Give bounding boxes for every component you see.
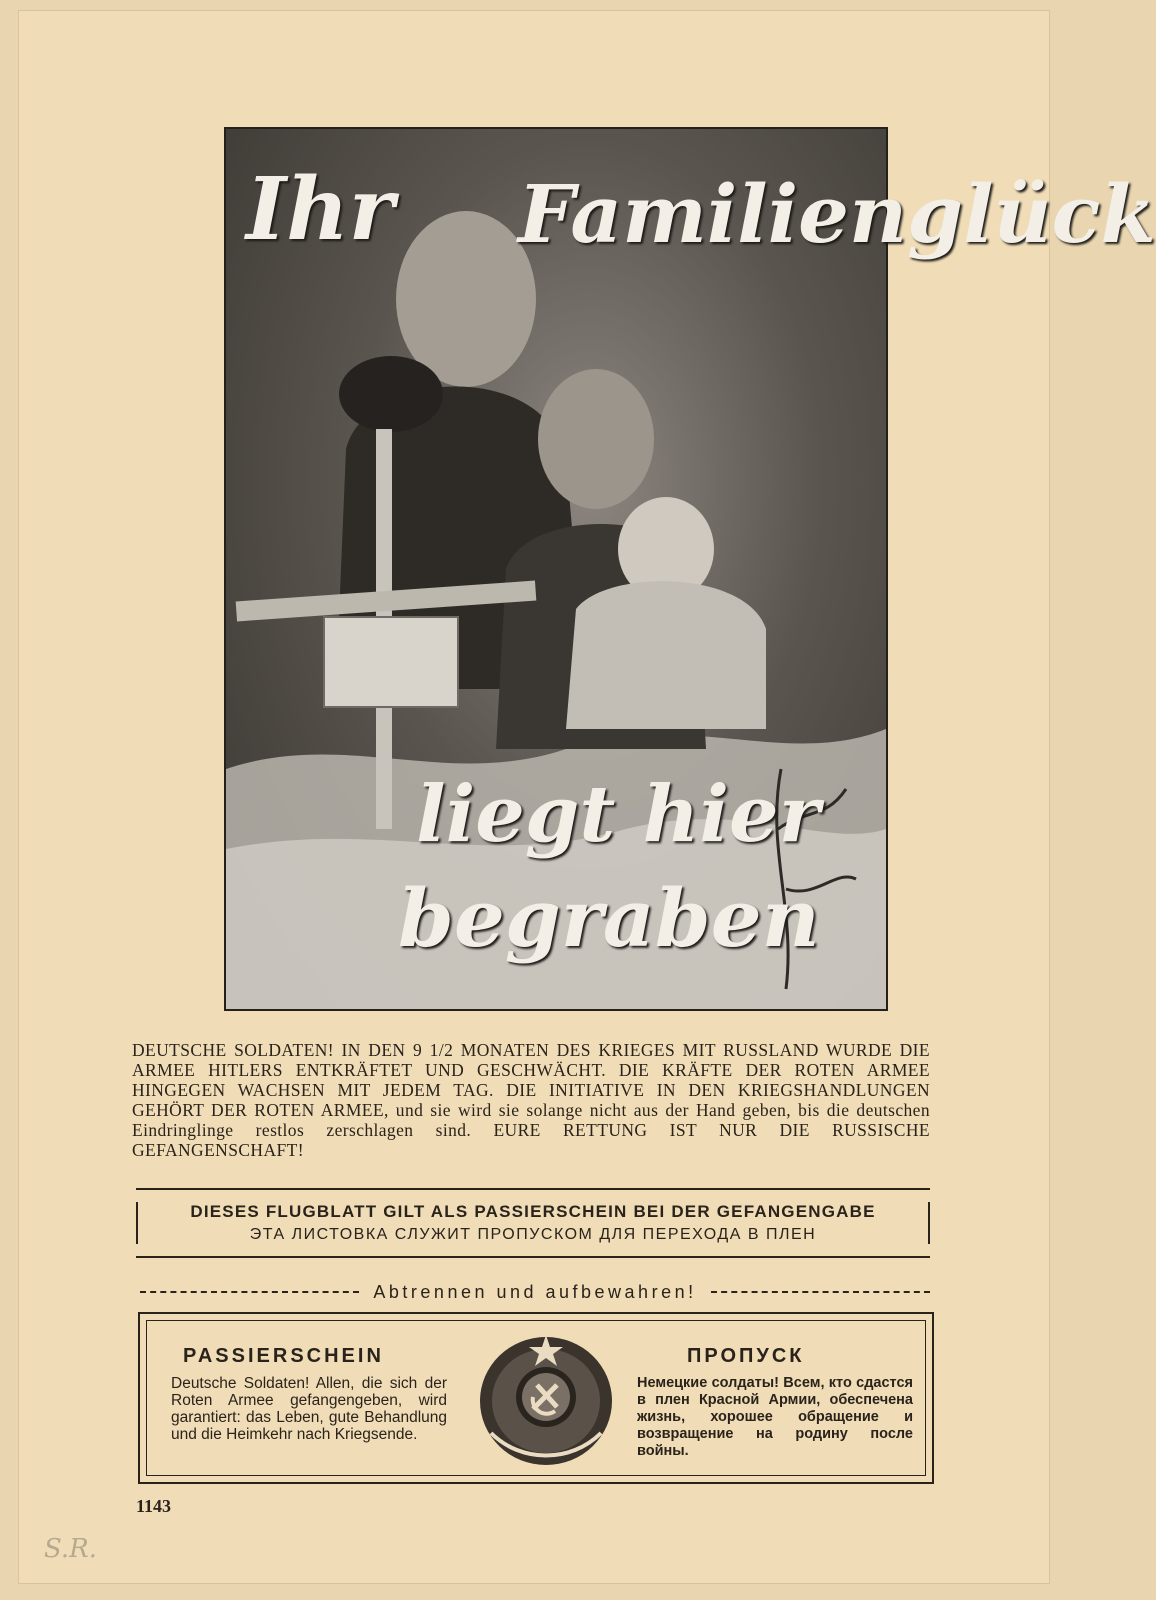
poster-title-line-1: Ihr (246, 159, 395, 260)
soviet-emblem-icon (471, 1323, 621, 1473)
poster-photo (224, 127, 1156, 1011)
passierschein-coupon (138, 1312, 934, 1484)
handwritten-note: S.R. (44, 1534, 97, 1564)
dashed-line-right (711, 1291, 930, 1293)
pass-notice-russian: ЭТА ЛИСТОВКА СЛУЖИТ ПРОПУСКОМ ДЛЯ ПЕРЕХОДА В ПЛЕН (249, 1226, 817, 1243)
pass-notice-german: DIESES FLUGBLATT GILT ALS PASSIERSCHEIN BEI DER GEFANGENGABE (190, 1202, 876, 1221)
cut-line (140, 1280, 930, 1304)
coupon-text-russian: Немецкие солдаты! Всем, кто сдастся в плен Красной Армии, обеспечена жизнь, хорошее обращение и возвращение на родину после войны. (637, 1375, 913, 1459)
dashed-line-left (140, 1291, 359, 1293)
poster-title-line-3: liegt hier (416, 769, 820, 860)
coupon-inner-frame (146, 1320, 926, 1476)
leaflet-number: 1143 (136, 1496, 172, 1516)
poster-title-line-2: Familienglück (518, 167, 1156, 261)
coupon-title-russian: ПРОПУСК (687, 1345, 805, 1367)
pass-notice-box (136, 1188, 930, 1258)
coupon-title-german: PASSIERSCHEIN (183, 1345, 384, 1367)
cut-instruction: Abtrennen und aufbewahren! (373, 1281, 697, 1302)
leaflet-body-text: DEUTSCHE SOLDATEN! IN DEN 9 1/2 MONATEN DES KRIEGES MIT RUSSLAND WURDE DIE ARMEE HITLERS ENTKRÄFTET UND GESCHWÄCHT. DIE KRÄFTE DER ROTEN ARMEE HINGEGEN WACHSEN MIT JEDEM TAG. DIE INITIATIVE IN DEN KRIEGSHANDLUNGEN GEHÖRT DER ROTEN ARMEE, und sie wird sie solange nicht aus der Hand geben, bis die deutschen Eindringlinge restlos zerschlagen sind. EURE RETTUNG IST NUR DIE RUSSISCHE GEFANGENSCHAFT! (132, 1040, 930, 1160)
poster-title-line-4: begraben (398, 871, 820, 965)
coupon-text-german: Deutsche Soldaten! Allen, die sich der Roten Armee gefangengeben, wird garantiert: das Leben, gute Behandlung und die Heimkehr nach Kriegsende. (171, 1375, 447, 1443)
